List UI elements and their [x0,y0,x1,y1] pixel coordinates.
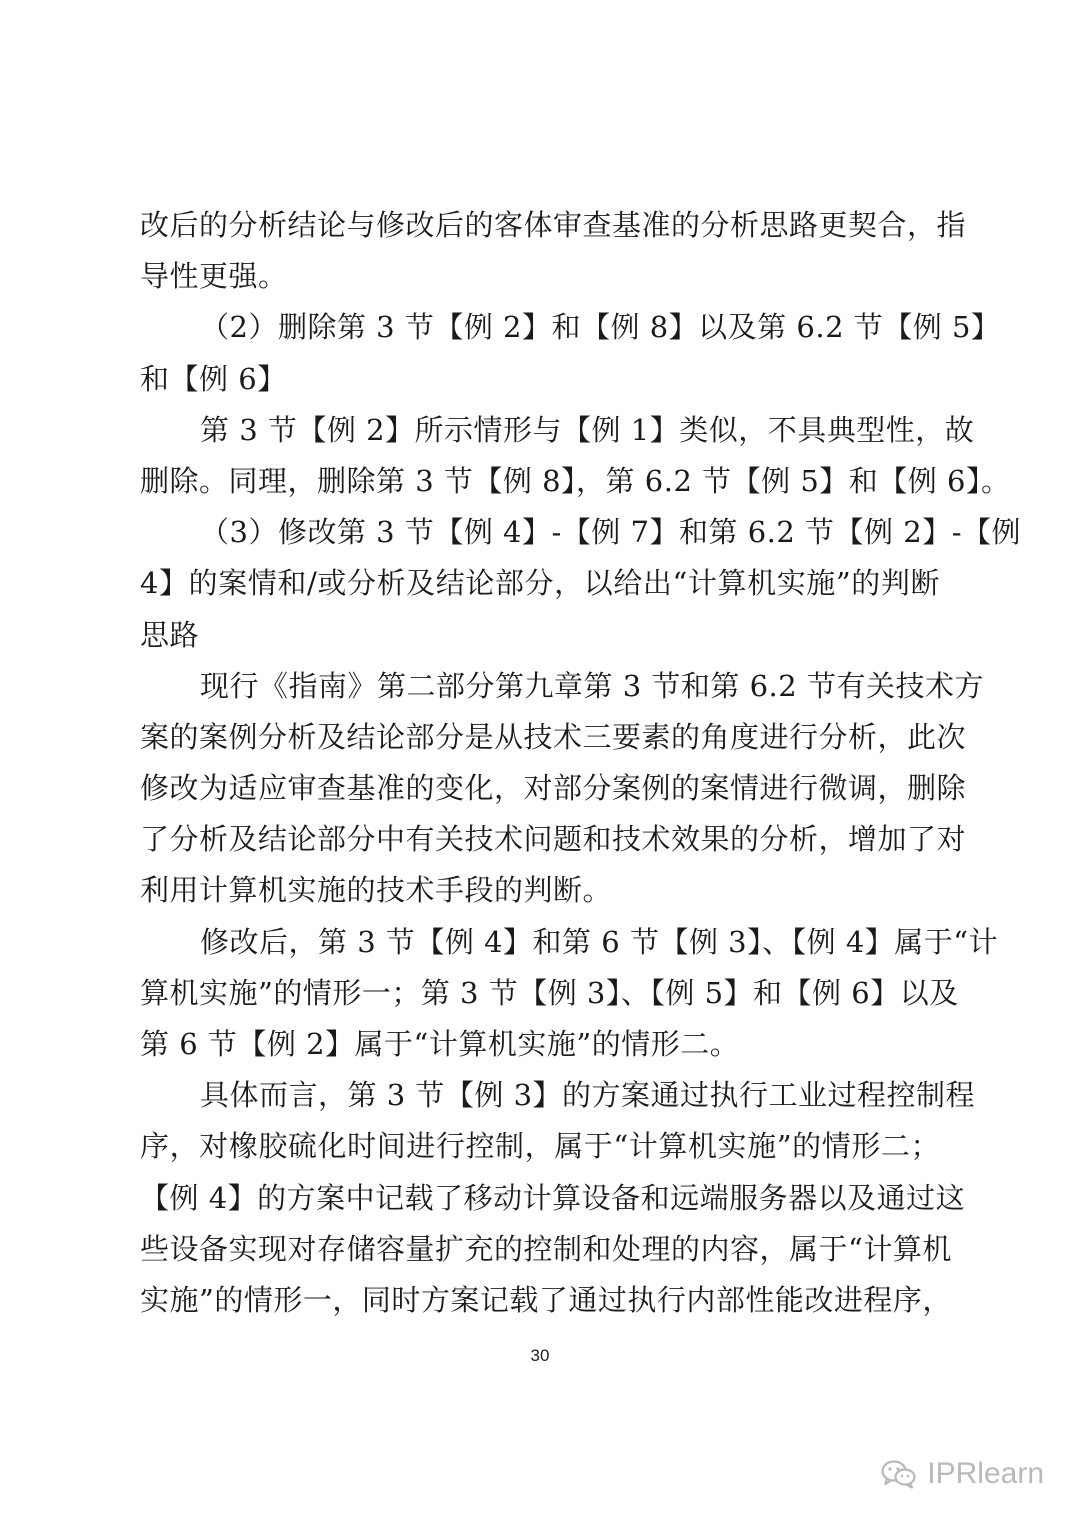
text-line: 利用计算机实施的技术手段的判断。 [140,873,613,908]
text-line: 案的案例分析及结论部分是从技术三要素的角度进行分析，此次 [140,719,967,754]
page-number: 30 [530,1346,550,1365]
text-line: 修改后，第 3 节【例 4】和第 6 节【例 3】、【例 4】属于“计 [200,924,999,959]
text-line: 第 3 节【例 2】所示情形与【例 1】类似，不具典型性，故 [200,412,975,447]
body-text [140,200,1021,1326]
text-line: 现行《指南》第二部分第九章第 3 节和第 6.2 节有关技术方 [200,668,984,703]
paragraph [140,1070,976,1326]
watermark-text: IPRlearn [927,1457,1044,1490]
text-line: 序，对橡胶硫化时间进行控制，属于“计算机实施”的情形二； [140,1129,940,1164]
text-line: 和【例 6】 [140,361,287,396]
text-line: 改后的分析结论与修改后的客体审查基准的分析思路更契合，指 [140,208,967,242]
text-line: 思路 [140,617,200,652]
text-line: （3）修改第 3 节【例 4】-【例 7】和第 6.2 节【例 2】-【例 [200,515,1021,550]
paragraph [140,507,1021,661]
paragraph [140,661,984,917]
paragraph [140,302,1001,404]
text-line: 【例 4】的方案中记载了移动计算设备和远端服务器以及通过这 [140,1180,966,1215]
paragraph [140,405,1011,507]
text-line: 实施”的情形一，同时方案记载了通过执行内部性能改进程序， [140,1282,952,1317]
paragraph [140,917,999,1071]
wechat-icon [881,1459,917,1489]
text-line: 算机实施”的情形一；第 3 节【例 3】、【例 5】和【例 6】以及 [140,975,959,1010]
text-line: 4】的案情和/或分析及结论部分，以给出“计算机实施”的判断 [140,566,940,601]
watermark [881,1452,1044,1496]
text-line: 了分析及结论部分中有关技术问题和技术效果的分析，增加了对 [140,822,967,857]
text-line: 修改为适应审查基准的变化，对部分案例的案情进行微调，删除 [140,771,967,806]
text-line: 删除。同理，删除第 3 节【例 8】，第 6.2 节【例 5】和【例 6】。 [140,463,1011,498]
text-line: （2）删除第 3 节【例 2】和【例 8】以及第 6.2 节【例 5】 [200,310,1001,345]
text-line: 第 6 节【例 2】属于“计算机实施”的情形二。 [140,1027,740,1061]
text-line: 些设备实现对存储容量扩充的控制和处理的内容，属于“计算机 [140,1231,952,1266]
text-line: 具体而言，第 3 节【例 3】的方案通过执行工业过程控制程 [200,1078,976,1113]
text-line: 导性更强。 [140,259,288,294]
paragraph [140,200,967,302]
